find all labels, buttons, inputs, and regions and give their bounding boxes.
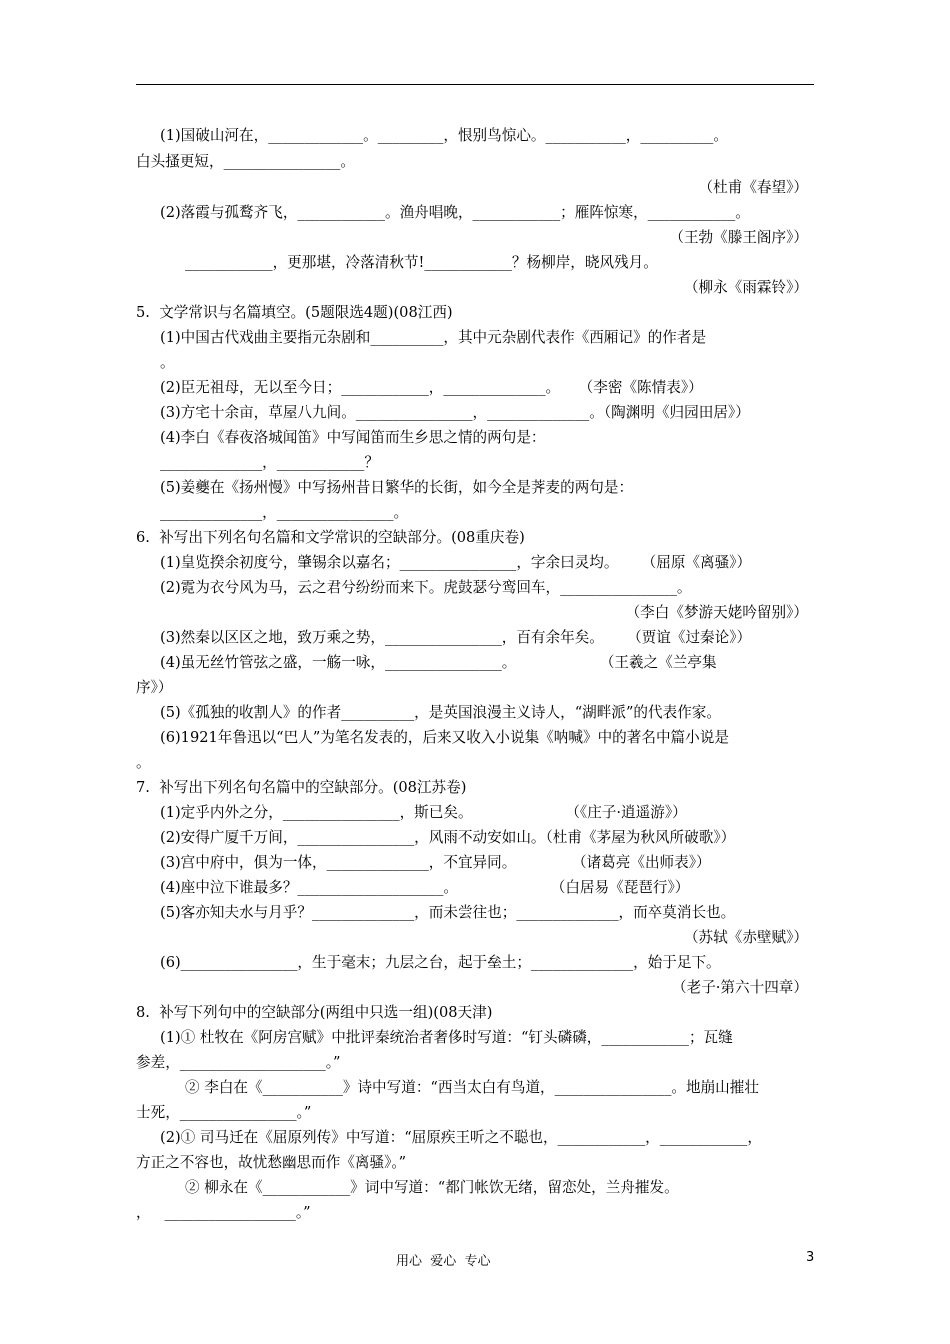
text-line: 士死，________________。” [136,1104,312,1121]
text-line: (2)霓为衣兮风为马，云之君兮纷纷而来下。虎鼓瑟兮鸾回车，________________。 [160,579,692,596]
text-line: ， __________________。” [136,1204,311,1221]
text-line: (4)李白《春夜洛城闻笛》中写闻笛而生乡思之情的两句是： [160,429,546,446]
text-line: （李白《梦游天姥吟留别》） [625,604,808,621]
text-line: (6)________________，生于毫末；九层之台，起于垒土；______________，始于足下。 [160,954,721,971]
question-heading: 7. 补写出下列名句名篇中的空缺部分。(08江苏卷) [136,779,467,796]
text-line: 序》） [136,679,173,696]
text-line: (5)《孤独的收割人》的作者__________，是英国浪漫主义诗人，“湖畔派”的代表作家。 [160,704,721,721]
text-line: (4)座中泣下谁最多？____________________。 （白居易《琵琶行》） [160,879,690,896]
footer-text: 用心 爱心 专心 [396,1254,491,1269]
page-number: 3 [806,1250,815,1265]
question-heading: 6. 补写出下列名句名篇和文学常识的空缺部分。(08重庆卷) [136,529,525,546]
header-rule [136,84,814,85]
text-line: （老子·第六十四章） [672,979,808,996]
text-line: (2)① 司马迁在《屈原列传》中写道：“屈原疾王听之不聪也，____________，____________， [160,1129,762,1146]
question-heading: 5. 文学常识与名篇填空。(5题限选4题)(08江西) [136,304,453,321]
text-line: (5)客亦知夫水与月乎？______________，而未尝往也；______________，而卒莫消长也。 [160,904,736,921]
text-line: ② 柳永在《____________》词中写道：“都门帐饮无绪，留恋处，兰舟摧发。 [185,1179,679,1196]
text-line: (3)然秦以区区之地，致万乘之势，________________，百有余年矣。 （贾谊《过秦论》） [160,629,752,646]
question-heading: 8. 补写下列句中的空缺部分(两组中只选一组)(08天津) [136,1004,493,1021]
text-line: (4)虽无丝竹管弦之盛，一觞一咏，________________。 （王羲之《兰亭集 [160,654,717,671]
text-line: (3)宫中府中，俱为一体，______________，不宜异同。 （诸葛亮《出师表》） [160,854,711,871]
text-line: (2)臣无祖母，无以至今日；____________，______________。 （李密《陈情表》） [160,379,703,396]
text-line: ② 李白在《___________》诗中写道：“西当太白有鸟道，________________。地崩山摧壮 [185,1079,759,1096]
text-line: (1)定乎内外之分，________________，斯已矣。 （《庄子·逍遥游》） [160,804,687,821]
text-line: (2)落霞与孤鹜齐飞，____________。渔舟唱晚，____________；雁阵惊寒，____________。 [160,204,750,221]
text-line: (3)方宅十余亩，草屋八九间。________________，______________。（陶渊明《归园田居》） [160,404,750,421]
text-line: （王勃《滕王阁序》） [669,229,808,246]
text-line: (2)安得广厦千万间，________________，风雨不动安如山。（杜甫《茅屋为秋风所破歌》） [160,829,736,846]
text-line: （柳永《雨霖铃》） [683,279,808,296]
text-line: 参差，____________________。” [136,1054,341,1071]
text-line: (1)① 杜牧在《阿房宫赋》中批评秦统治者奢侈时写道：“钉头磷磷，____________；瓦缝 [160,1029,733,1046]
text-line: （苏轼《赤壁赋》） [683,929,808,946]
text-line: (1)皇览揆余初度兮，肇锡余以嘉名；________________，字余曰灵均。 （屈原《离骚》） [160,554,752,571]
text-line: (1)国破山河在，_____________。_________，恨别鸟惊心。___________，__________。 [160,127,728,144]
text-line: ____________，更那堪，冷落清秋节!____________？杨柳岸，晓风残月。 [185,254,658,271]
text-line: ______________，________________。 [160,504,409,521]
text-line: 白头搔更短，________________。 [136,153,355,170]
text-line: (6)1921年鲁迅以“巴人”为笔名发表的，后来又收入小说集《呐喊》中的著名中篇小说是 [160,729,729,746]
text-line: 。 [136,754,151,771]
text-line: ______________，____________？ [160,454,379,471]
text-line: 方正之不容也，故忧愁幽思而作《离骚》。” [136,1154,407,1171]
text-line: (1)中国古代戏曲主要指元杂剧和__________，其中元杂剧代表作《西厢记》的作者是 [160,329,707,346]
text-line: （杜甫《春望》） [698,179,808,196]
text-line: (5)姜夔在《扬州慢》中写扬州昔日繁华的长街，如今全是荠麦的两句是： [160,479,634,496]
text-line: 。 [160,354,175,371]
